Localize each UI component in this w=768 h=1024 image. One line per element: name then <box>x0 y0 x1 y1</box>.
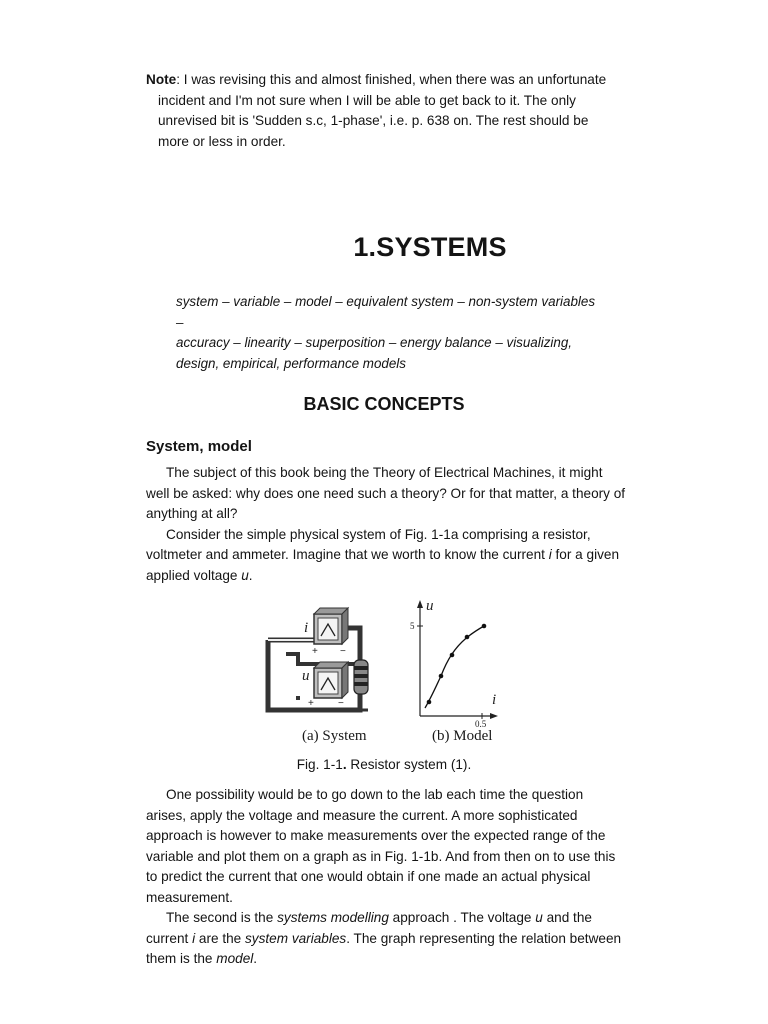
graph-y-tick: 5 <box>410 621 415 631</box>
voltmeter-label: u <box>302 668 310 684</box>
data-point <box>450 653 455 658</box>
subsection-title: System, model <box>146 438 252 455</box>
circuit-diagram <box>268 608 368 710</box>
data-point <box>465 635 470 640</box>
p4-em-model: model <box>216 951 254 966</box>
ammeter-icon <box>314 608 348 644</box>
graph-y-label: u <box>426 598 434 614</box>
p2-text-a: Consider the simple physical system of Fig. 1-1a comprising a resistor, voltmeter and ammeter. Imagine that we worth to know the current <box>146 526 591 562</box>
data-point <box>427 700 432 705</box>
body-text-lower <box>146 785 626 970</box>
note-text: : I was revising this and almost finished, when there was an unfortunate incident and I'm not sure when I will be able to get back to it. The only unrevised bit is 'Sudden s.c, 1-phase', i.e. p. 638 on. The rest should be more or less in order. <box>158 72 607 149</box>
paragraph-3: One possibility would be to go down to the lab each time the question arises, apply the voltage and measure the current. A more sophisticated approach is however to make measurements over the expected range of the variable and plot them on a graph as in Fig. 1-1b. And from then on to use this to predict the current that one would obtain if one made an actual physical measurement. <box>146 787 616 905</box>
caption-prefix: Fig. 1-1 <box>296 757 343 772</box>
figure-drawing <box>148 596 618 751</box>
p4-var-i: i <box>192 930 196 946</box>
ammeter-plus: + <box>312 646 318 657</box>
section-title: BASIC CONCEPTS <box>303 394 465 414</box>
data-point <box>439 674 444 679</box>
figure-subcaption-a: (a) System <box>302 728 367 744</box>
p4-var-u: u <box>535 910 543 925</box>
p4-em-systems-modelling: systems modelling <box>277 910 389 925</box>
p4-text-c: and the current <box>146 910 592 946</box>
figure-1-1 <box>148 596 618 751</box>
p4-text-b: approach . The voltage <box>388 910 536 925</box>
graph-x-tick: 0.5 <box>475 719 487 729</box>
p4-text-d: are the <box>195 930 245 946</box>
paragraph-4 <box>146 908 626 970</box>
p4-text-e: . The graph representing the relation between them is the <box>146 930 622 966</box>
y-axis-arrow-icon <box>417 600 423 608</box>
voltmeter-plus: + <box>308 698 314 709</box>
p4-text-f: . <box>253 951 258 966</box>
keywords-line-1: system – variable – model – equivalent system – non-system variables – <box>176 294 596 330</box>
body-text-upper <box>146 463 626 586</box>
voltmeter-icon <box>314 662 348 698</box>
p2-var-i: i <box>548 547 552 562</box>
caption-text: Resistor system (1). <box>346 757 472 772</box>
chapter-keywords <box>176 292 606 374</box>
ammeter-label: i <box>304 620 309 636</box>
figure-subcaption-b: (b) Model <box>432 728 493 744</box>
p2-var-u: u <box>241 567 249 583</box>
x-axis-arrow-icon <box>490 713 498 719</box>
graph-x-label: i <box>492 692 497 708</box>
keywords-line-2: accuracy – linearity – superposition – energy balance – visualizing, <box>176 335 572 350</box>
chapter-title: 1.SYSTEMS <box>353 232 507 262</box>
keywords-line-3: design, empirical, performance models <box>176 355 406 371</box>
model-curve <box>425 626 484 708</box>
resistor-icon <box>354 660 368 694</box>
note-label: Note <box>146 72 177 87</box>
ammeter-minus: − <box>340 646 346 657</box>
note-paragraph <box>146 70 616 152</box>
model-graph <box>417 600 498 719</box>
voltmeter-minus: − <box>338 698 344 709</box>
p4-text-a: The second is the <box>166 910 278 925</box>
paragraph-2 <box>146 525 626 587</box>
data-point <box>482 624 487 629</box>
paragraph-1: The subject of this book being the Theory of Electrical Machines, it might well be asked: why does one need such a theory? Or for that matter, a theory of anything at all? <box>146 465 626 521</box>
p2-text-b: for a given applied voltage <box>146 547 620 583</box>
figure-caption <box>0 757 768 772</box>
caption-dot: . <box>342 757 347 772</box>
p2-text-c: . <box>248 567 253 583</box>
p4-em-system-variables: system variables <box>245 930 347 946</box>
note-block <box>146 70 616 152</box>
